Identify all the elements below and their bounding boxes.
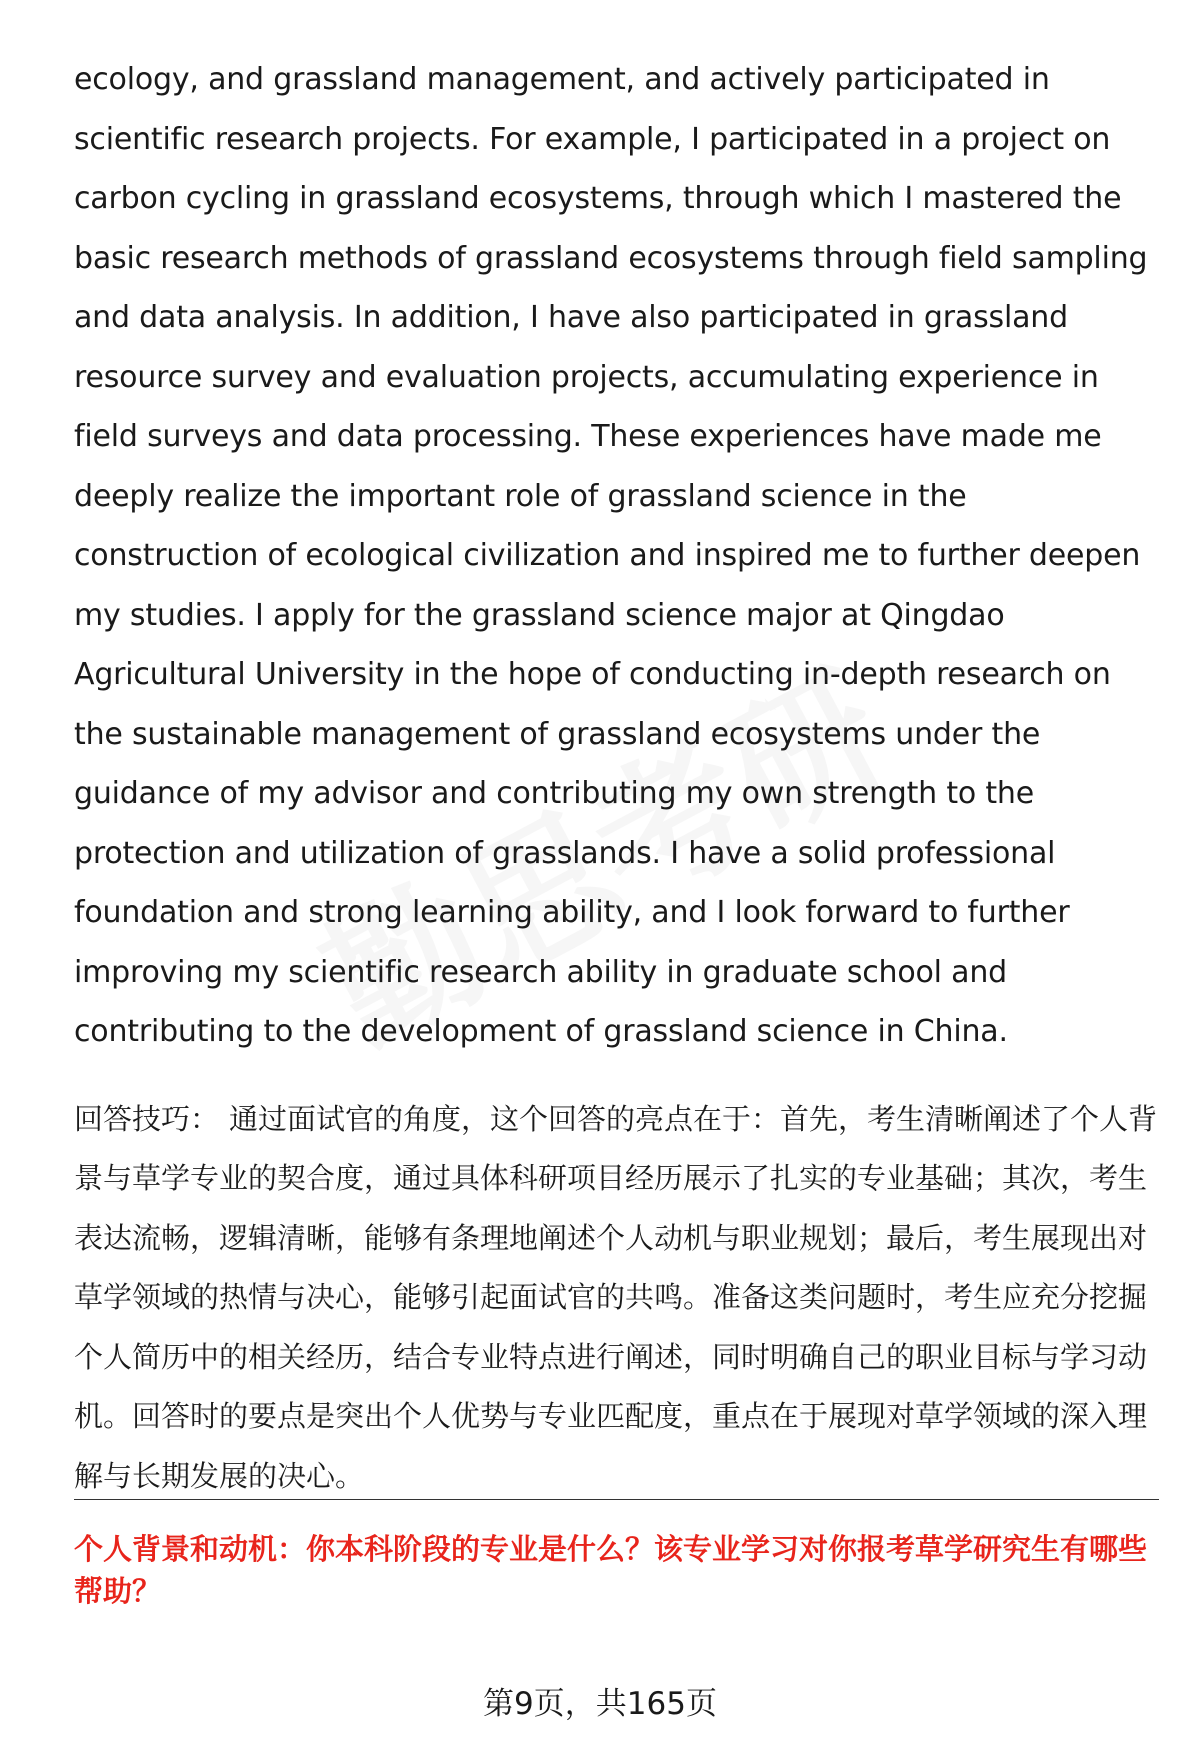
content-area [74,50,1159,1506]
section-divider [74,1499,1159,1500]
answer-tips [74,1090,1159,1507]
page-number: 第9页，共165页 [483,1686,717,1722]
tips-label: 回答技巧： [74,1101,220,1136]
question-heading: 个人背景和动机：你本科阶段的专业是什么？该专业学习对你报考草学研究生有哪些帮助？ [74,1532,1148,1608]
tips-text: 通过面试官的角度，这个回答的亮点在于：首先，考生清晰阐述了个人背景与草学专业的契合度，通过具体科研项目经历展示了扎实的专业基础；其次，考生表达流畅，逻辑清晰，能够有条理地阐述个人动机与职业规划；最后，考生展现出对草学领域的热情与决心，能够引起面试官的共鸣。准备这类问题时，考生应充分挖掘个人简历中的相关经历，结合专业特点进行阐述，同时明确自己的职业目标与学习动机。回答时的要点是突出个人优势与专业匹配度，重点在于展现对草学领域的深入理解与长期发展的决心。 [74,1101,1158,1493]
english-answer-paragraph: ecology, and grassland management, and actively participated in scientific research projects. For example, I participated in a project on carbon cycling in grassland ecosystems, through which I mastered the basic research methods of grassland ecosystems through field sampling and data analysis. In addition, I have also participated in grassland resource survey and evaluation projects, accumulating experience in field surveys and data processing. These experiences have made me deeply realize the important role of grassland science in the construction of ecological civilization and inspired me to further deepen my studies. I apply for the grassland science major at Qingdao Agricultural University in the hope of conducting in-depth research on the sustainable management of grassland ecosystems under the guidance of my advisor and contributing my own strength to the protection and utilization of grasslands. I have a solid professional foundation and strong learning ability, and I look forward to further improving my scientific research ability in graduate school and contributing to the development of grassland science in China. [74,62,1148,1049]
